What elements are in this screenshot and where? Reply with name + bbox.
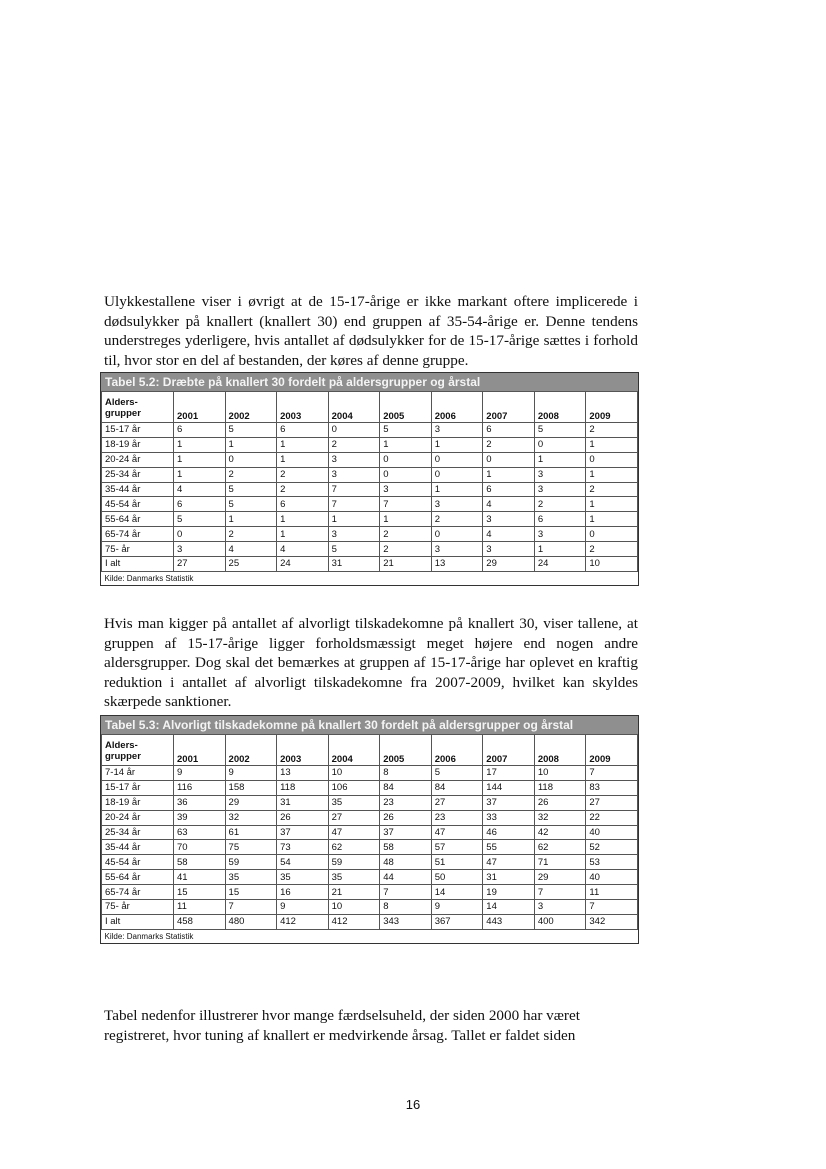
table-cell: 1 <box>225 512 277 527</box>
table-cell: 0 <box>586 527 638 542</box>
table-cell: 55 <box>483 840 535 855</box>
table-cell: 5 <box>174 512 226 527</box>
row-label: 55-64 år <box>102 512 174 527</box>
table-cell: 0 <box>431 467 483 482</box>
table-cell: 480 <box>225 914 277 929</box>
table-cell: 367 <box>431 914 483 929</box>
table-title: Tabel 5.2: Dræbte på knallert 30 fordelt på aldersgrupper og årstal <box>101 373 638 391</box>
table-source: Kilde: Danmarks Statistik <box>102 571 638 585</box>
table-cell: 39 <box>174 810 226 825</box>
table-cell: 9 <box>277 900 329 915</box>
table-cell: 35 <box>277 870 329 885</box>
row-label: 15-17 år <box>102 780 174 795</box>
table-cell: 8 <box>380 900 432 915</box>
table-row <box>102 840 638 855</box>
table-cell: 73 <box>277 840 329 855</box>
table-cell: 7 <box>380 497 432 512</box>
table-cell: 37 <box>483 795 535 810</box>
table-cell: 27 <box>431 795 483 810</box>
table-cell: 7 <box>586 900 638 915</box>
table-cell: 0 <box>380 467 432 482</box>
table-cell: 4 <box>174 482 226 497</box>
table-cell: 3 <box>431 542 483 557</box>
table-cell: 21 <box>328 885 380 900</box>
row-label: 75- år <box>102 900 174 915</box>
table-cell: 3 <box>534 527 586 542</box>
table-cell: 32 <box>534 810 586 825</box>
table-header-row <box>102 392 638 423</box>
table-cell: 6 <box>277 497 329 512</box>
table-cell: 343 <box>380 914 432 929</box>
year-header: 2006 <box>431 735 483 766</box>
table-cell: 2 <box>431 512 483 527</box>
year-header: 2008 <box>534 735 586 766</box>
table-cell: 13 <box>277 766 329 781</box>
table-cell: 412 <box>328 914 380 929</box>
table-cell: 24 <box>277 557 329 572</box>
table-cell: 71 <box>534 855 586 870</box>
table-cell: 17 <box>483 766 535 781</box>
table-row <box>102 452 638 467</box>
table-cell: 33 <box>483 810 535 825</box>
table-cell: 2 <box>277 482 329 497</box>
row-label: 75- år <box>102 542 174 557</box>
table-cell: 84 <box>431 780 483 795</box>
table-cell: 0 <box>225 452 277 467</box>
table-cell: 443 <box>483 914 535 929</box>
table-cell: 11 <box>174 900 226 915</box>
table-cell: 400 <box>534 914 586 929</box>
table-cell: 1 <box>431 437 483 452</box>
table-cell: 2 <box>586 482 638 497</box>
table-cell: 1 <box>174 467 226 482</box>
table-cell: 31 <box>483 870 535 885</box>
table-cell: 84 <box>380 780 432 795</box>
page-number: 16 <box>405 1097 421 1112</box>
table-cell: 14 <box>431 885 483 900</box>
table-cell: 7 <box>328 497 380 512</box>
table-row <box>102 780 638 795</box>
year-header: 2007 <box>483 735 535 766</box>
table-cell: 6 <box>174 497 226 512</box>
table-row <box>102 870 638 885</box>
year-header: 2001 <box>174 392 226 423</box>
table-cell: 1 <box>534 452 586 467</box>
table-cell: 58 <box>380 840 432 855</box>
table-cell: 59 <box>328 855 380 870</box>
table-cell: 2 <box>586 542 638 557</box>
row-label: 55-64 år <box>102 870 174 885</box>
table-cell: 2 <box>380 542 432 557</box>
table-cell: 7 <box>380 885 432 900</box>
table-cell: 118 <box>277 780 329 795</box>
year-header: 2003 <box>277 735 329 766</box>
year-header: 2008 <box>534 392 586 423</box>
table-cell: 32 <box>225 810 277 825</box>
year-header: 2003 <box>277 392 329 423</box>
table-cell: 19 <box>483 885 535 900</box>
table-5-2-killed <box>100 372 639 586</box>
year-header: 2002 <box>225 392 277 423</box>
table-cell: 6 <box>483 423 535 438</box>
table-cell: 27 <box>174 557 226 572</box>
table-cell: 1 <box>380 512 432 527</box>
year-header: 2005 <box>380 392 432 423</box>
table-cell: 10 <box>534 766 586 781</box>
table-cell: 0 <box>174 527 226 542</box>
table-cell: 3 <box>380 482 432 497</box>
table-cell: 70 <box>174 840 226 855</box>
table-cell: 27 <box>586 795 638 810</box>
row-label: 25-34 år <box>102 825 174 840</box>
table-cell: 27 <box>328 810 380 825</box>
row-label: 18-19 år <box>102 795 174 810</box>
table-cell: 412 <box>277 914 329 929</box>
table-cell: 22 <box>586 810 638 825</box>
table-cell: 3 <box>328 527 380 542</box>
table-cell: 9 <box>174 766 226 781</box>
row-label: I alt <box>102 557 174 572</box>
row-label: 45-54 år <box>102 855 174 870</box>
table-cell: 6 <box>534 512 586 527</box>
table-cell: 1 <box>380 437 432 452</box>
table-cell: 7 <box>534 885 586 900</box>
table-row <box>102 423 638 438</box>
table-cell: 1 <box>586 437 638 452</box>
row-label: I alt <box>102 914 174 929</box>
row-label: 65-74 år <box>102 527 174 542</box>
table-row <box>102 482 638 497</box>
row-label: 20-24 år <box>102 452 174 467</box>
table-cell: 4 <box>483 497 535 512</box>
table-cell: 29 <box>225 795 277 810</box>
row-label: 15-17 år <box>102 423 174 438</box>
table-source: Kilde: Danmarks Statistik <box>102 929 638 943</box>
table-cell: 2 <box>483 437 535 452</box>
table-cell: 23 <box>380 795 432 810</box>
table-cell: 3 <box>534 467 586 482</box>
table-cell: 6 <box>174 423 226 438</box>
table-cell: 44 <box>380 870 432 885</box>
row-label: 25-34 år <box>102 467 174 482</box>
table-cell: 54 <box>277 855 329 870</box>
table-cell: 7 <box>586 766 638 781</box>
table-cell: 37 <box>277 825 329 840</box>
table-cell: 1 <box>431 482 483 497</box>
table-row <box>102 512 638 527</box>
table-row <box>102 437 638 452</box>
table-cell: 6 <box>277 423 329 438</box>
table-cell: 158 <box>225 780 277 795</box>
table-cell: 1 <box>174 437 226 452</box>
table-cell: 3 <box>534 900 586 915</box>
table-cell: 0 <box>483 452 535 467</box>
table-cell: 3 <box>431 423 483 438</box>
row-label: 18-19 år <box>102 437 174 452</box>
table-cell: 106 <box>328 780 380 795</box>
table-cell: 59 <box>225 855 277 870</box>
table-row <box>102 542 638 557</box>
table-cell: 4 <box>277 542 329 557</box>
table-cell: 62 <box>534 840 586 855</box>
table-cell: 47 <box>328 825 380 840</box>
table-cell: 342 <box>586 914 638 929</box>
table-cell: 47 <box>431 825 483 840</box>
table-row <box>102 795 638 810</box>
table-cell: 144 <box>483 780 535 795</box>
table-cell: 3 <box>483 512 535 527</box>
table-cell: 5 <box>225 423 277 438</box>
table-cell: 75 <box>225 840 277 855</box>
table-cell: 1 <box>225 437 277 452</box>
table-cell: 26 <box>277 810 329 825</box>
table-cell: 0 <box>586 452 638 467</box>
row-label: 65-74 år <box>102 885 174 900</box>
table-cell: 29 <box>534 870 586 885</box>
table-row <box>102 497 638 512</box>
table-cell: 5 <box>534 423 586 438</box>
row-label: 35-44 år <box>102 840 174 855</box>
table-row <box>102 855 638 870</box>
year-header: 2001 <box>174 735 226 766</box>
table-cell: 4 <box>483 527 535 542</box>
table-cell: 118 <box>534 780 586 795</box>
row-label: 20-24 år <box>102 810 174 825</box>
table-cell: 7 <box>225 900 277 915</box>
table-cell: 5 <box>225 497 277 512</box>
table-cell: 37 <box>380 825 432 840</box>
table-cell: 15 <box>174 885 226 900</box>
table-cell: 1 <box>328 512 380 527</box>
table-cell: 1 <box>277 527 329 542</box>
table-cell: 46 <box>483 825 535 840</box>
table-cell: 16 <box>277 885 329 900</box>
table-cell: 5 <box>380 423 432 438</box>
table-cell: 5 <box>431 766 483 781</box>
table-cell: 21 <box>380 557 432 572</box>
table-cell: 1 <box>586 467 638 482</box>
table-cell: 2 <box>328 437 380 452</box>
table-cell: 53 <box>586 855 638 870</box>
year-header: 2009 <box>586 392 638 423</box>
table-cell: 36 <box>174 795 226 810</box>
table-cell: 2 <box>380 527 432 542</box>
table-cell: 50 <box>431 870 483 885</box>
table-cell: 2 <box>225 527 277 542</box>
table-cell: 5 <box>225 482 277 497</box>
table-cell: 1 <box>534 542 586 557</box>
table-cell: 47 <box>483 855 535 870</box>
year-header: 2009 <box>586 735 638 766</box>
table-cell: 1 <box>586 497 638 512</box>
table-cell: 10 <box>586 557 638 572</box>
year-header: 2004 <box>328 735 380 766</box>
row-label: 45-54 år <box>102 497 174 512</box>
table-cell: 14 <box>483 900 535 915</box>
table-cell: 0 <box>431 452 483 467</box>
row-label: 7-14 år <box>102 766 174 781</box>
table-cell: 83 <box>586 780 638 795</box>
table-row <box>102 885 638 900</box>
table-cell: 29 <box>483 557 535 572</box>
table-cell: 1 <box>277 437 329 452</box>
table-cell: 11 <box>586 885 638 900</box>
table-row <box>102 810 638 825</box>
table-cell: 48 <box>380 855 432 870</box>
table-cell: 0 <box>534 437 586 452</box>
year-header: 2005 <box>380 735 432 766</box>
table-cell: 42 <box>534 825 586 840</box>
table-cell: 10 <box>328 900 380 915</box>
table-cell: 1 <box>277 452 329 467</box>
table-cell: 7 <box>328 482 380 497</box>
table-title: Tabel 5.3: Alvorligt tilskadekomne på knallert 30 fordelt på aldersgrupper og årstal <box>101 716 638 734</box>
table-cell: 63 <box>174 825 226 840</box>
age-group-header: Alders- grupper <box>102 735 174 766</box>
paragraph-injured: Hvis man kigger på antallet af alvorligt tilskadekomne på knallert 30, viser tallene, at gruppen af 15-17-årige ligger forholdsmæssigt meget højere end nogen andre aldersgrupper. Dog skal det bemærkes at gruppen af 15-17-årige har oplevet en kraftig reduktion i antallet af alvorligt tilskadekomne fra 2007-2009, hvilket kan skyldes skærpede sanktioner. <box>104 615 638 710</box>
table-cell: 2 <box>225 467 277 482</box>
table-cell: 3 <box>431 497 483 512</box>
table-cell: 0 <box>431 527 483 542</box>
table-cell: 26 <box>534 795 586 810</box>
year-header: 2006 <box>431 392 483 423</box>
table-cell: 4 <box>225 542 277 557</box>
table-cell: 31 <box>277 795 329 810</box>
table-row <box>102 900 638 915</box>
table-cell: 2 <box>277 467 329 482</box>
table-cell: 8 <box>380 766 432 781</box>
table-cell: 31 <box>328 557 380 572</box>
table-row <box>102 557 638 572</box>
table-cell: 2 <box>534 497 586 512</box>
table-cell: 116 <box>174 780 226 795</box>
row-label: 35-44 år <box>102 482 174 497</box>
table-cell: 3 <box>328 452 380 467</box>
table-cell: 23 <box>431 810 483 825</box>
table-cell: 51 <box>431 855 483 870</box>
table-cell: 9 <box>225 766 277 781</box>
table-row <box>102 825 638 840</box>
table-cell: 26 <box>380 810 432 825</box>
table-cell: 1 <box>586 512 638 527</box>
table-cell: 58 <box>174 855 226 870</box>
table-cell: 1 <box>277 512 329 527</box>
table-cell: 3 <box>174 542 226 557</box>
table-cell: 458 <box>174 914 226 929</box>
table-5-3-seriously-injured <box>100 715 639 944</box>
table-row <box>102 467 638 482</box>
table-cell: 57 <box>431 840 483 855</box>
table-row <box>102 527 638 542</box>
table-cell: 40 <box>586 870 638 885</box>
age-group-header: Alders- grupper <box>102 392 174 423</box>
table-cell: 62 <box>328 840 380 855</box>
table-cell: 3 <box>483 542 535 557</box>
table-header-row <box>102 735 638 766</box>
table-cell: 35 <box>328 870 380 885</box>
table-cell: 0 <box>380 452 432 467</box>
table-cell: 10 <box>328 766 380 781</box>
table-cell: 40 <box>586 825 638 840</box>
table-cell: 6 <box>483 482 535 497</box>
table-cell: 15 <box>225 885 277 900</box>
paragraph-intro: Ulykkestallene viser i øvrigt at de 15-17-årige er ikke markant oftere implicerede i dødsulykker på knallert (knallert 30) end gruppen af 35-54-årige er. Denne tendens understreges yderligere, hvis antallet af dødsulykker for de 15-17-årige sættes i forhold til, hvor stor en del af bestanden, der køres af denne gruppe. <box>104 293 638 369</box>
table-cell: 1 <box>483 467 535 482</box>
table-row <box>102 914 638 929</box>
table-cell: 35 <box>328 795 380 810</box>
table-cell: 3 <box>328 467 380 482</box>
table-cell: 9 <box>431 900 483 915</box>
table-cell: 25 <box>225 557 277 572</box>
table-cell: 2 <box>586 423 638 438</box>
table-cell: 13 <box>431 557 483 572</box>
paragraph-tuning: Tabel nedenfor illustrerer hvor mange færdselsuheld, der siden 2000 har været registreret, hvor tuning af knallert er medvirkende årsag. Tallet er faldet siden <box>104 1007 580 1044</box>
year-header: 2004 <box>328 392 380 423</box>
table-cell: 52 <box>586 840 638 855</box>
table-cell: 24 <box>534 557 586 572</box>
table-cell: 41 <box>174 870 226 885</box>
year-header: 2007 <box>483 392 535 423</box>
table-cell: 3 <box>534 482 586 497</box>
table-cell: 61 <box>225 825 277 840</box>
table-cell: 5 <box>328 542 380 557</box>
table-cell: 0 <box>328 423 380 438</box>
table-cell: 1 <box>174 452 226 467</box>
table-cell: 35 <box>225 870 277 885</box>
year-header: 2002 <box>225 735 277 766</box>
table-row <box>102 766 638 781</box>
